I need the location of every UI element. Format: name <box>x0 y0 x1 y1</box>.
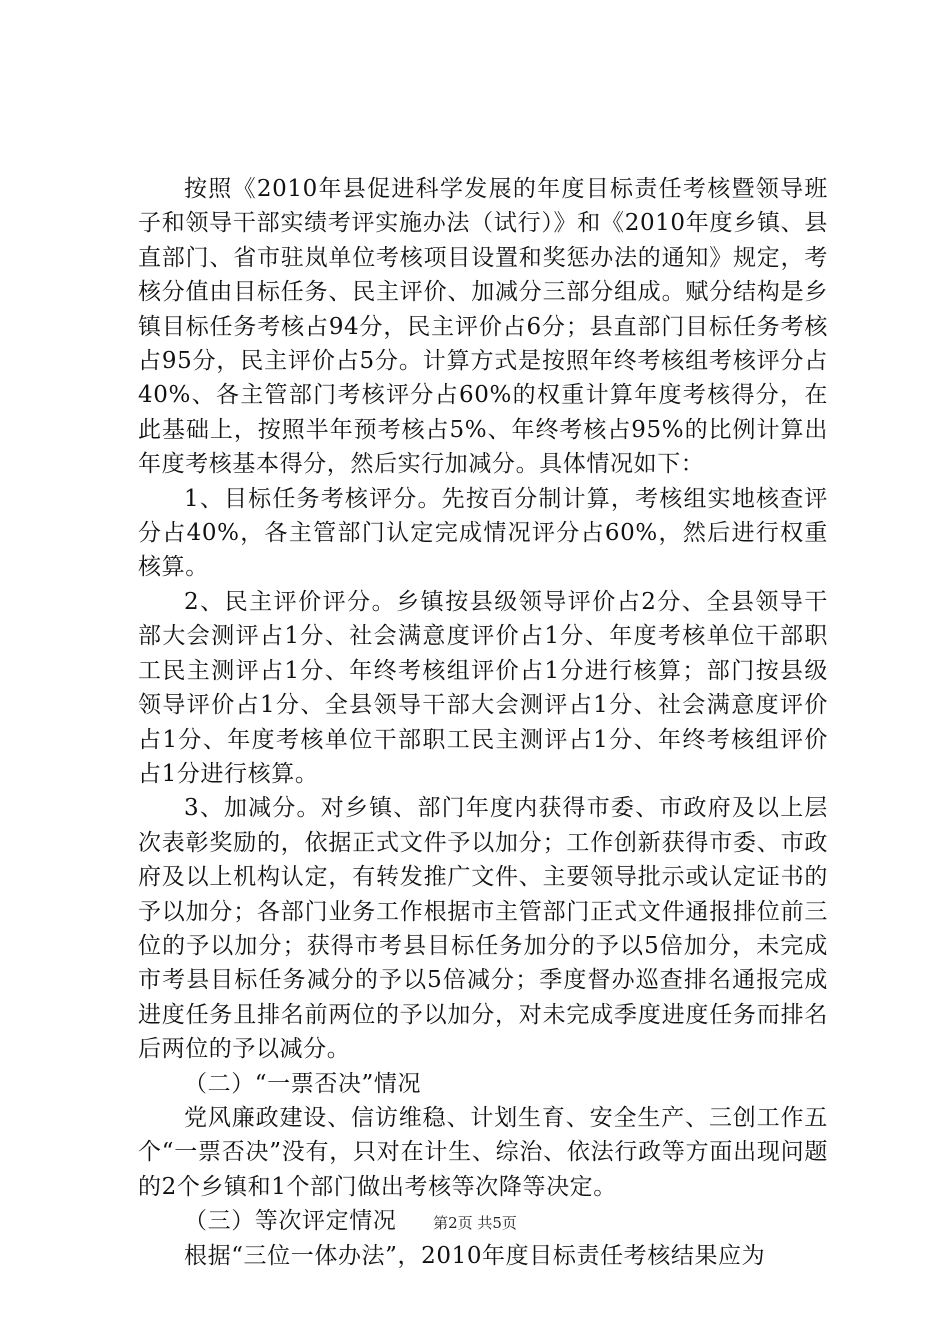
section-heading-veto: （二）“一票否决”情况 <box>184 1070 422 1097</box>
paragraph-bonus-deduction: 3、加减分。对乡镇、部门年度内获得市委、市政府及以上层次表彰奖励的，依据正式文件予以加分；工作创新获得市委、市政府及以上机构认定，有转发推广文件、主要领导批示或认定证书的予以加分；各部门业务工作根据市主管部门正式文件通报排位前三位的予以加分；获得市考县目标任务加分的予以5倍加分，未完成市考县目标任务减分的予以5倍减分；季度督办巡查排名通报完成进度任务且排名前两位的予以加分，对未完成季度进度任务而排名后两位的予以减分。 <box>138 795 828 1063</box>
paragraph-target-task-scoring: 1、目标任务考核评分。先按百分制计算，考核组实地核查评分占40%，各主管部门认定完成情况评分占60%，然后进行权重核算。 <box>138 485 828 581</box>
paragraph-veto-details: 党风廉政建设、信访维稳、计划生育、安全生产、三创工作五个“一票否决”没有，只对在计生、综治、依法行政等方面出现问题的2个乡镇和1个部门做出考核等次降等决定。 <box>138 1104 828 1200</box>
paragraph-grading-details: 根据“三位一体办法”，2010年度目标责任考核结果应为 <box>184 1242 766 1269</box>
paragraph-scoring-basis: 按照《2010年县促进科学发展的年度目标责任考核暨领导班子和领导干部实绩考评实施办法（试行）》和《2010年度乡镇、县直部门、省市驻岚单位考核项目设置和奖惩办法的通知》规定，考核分值由目标任务、民主评价、加减分三部分组成。赋分结构是乡镇目标任务考核占94分，民主评价占6分；县直部门目标任务考核占95分，民主评价占5分。计算方式是按照年终考核组考核评分占40%、各主管部门考核评分占60%的权重计算年度考核得分，在此基础上，按照半年预考核占5%、年终考核占95%的比例计算出年度考核基本得分，然后实行加减分。具体情况如下： <box>138 176 828 478</box>
page-footer: 第2页 共5页 <box>433 1214 517 1232</box>
document-body <box>138 172 828 1273</box>
section-heading-grading: （三）等次评定情况 <box>184 1208 397 1235</box>
paragraph-democratic-evaluation: 2、民主评价评分。乡镇按县级领导评价占2分、全县领导干部大会测评占1分、社会满意度评价占1分、年度考核单位干部职工民主测评占1分、年终考核组评价占1分进行核算；部门按县级领导评价占1分、全县领导干部大会测评占1分、社会满意度评价占1分、年度考核单位干部职工民主测评占1分、年终考核组评价占1分进行核算。 <box>138 588 828 787</box>
